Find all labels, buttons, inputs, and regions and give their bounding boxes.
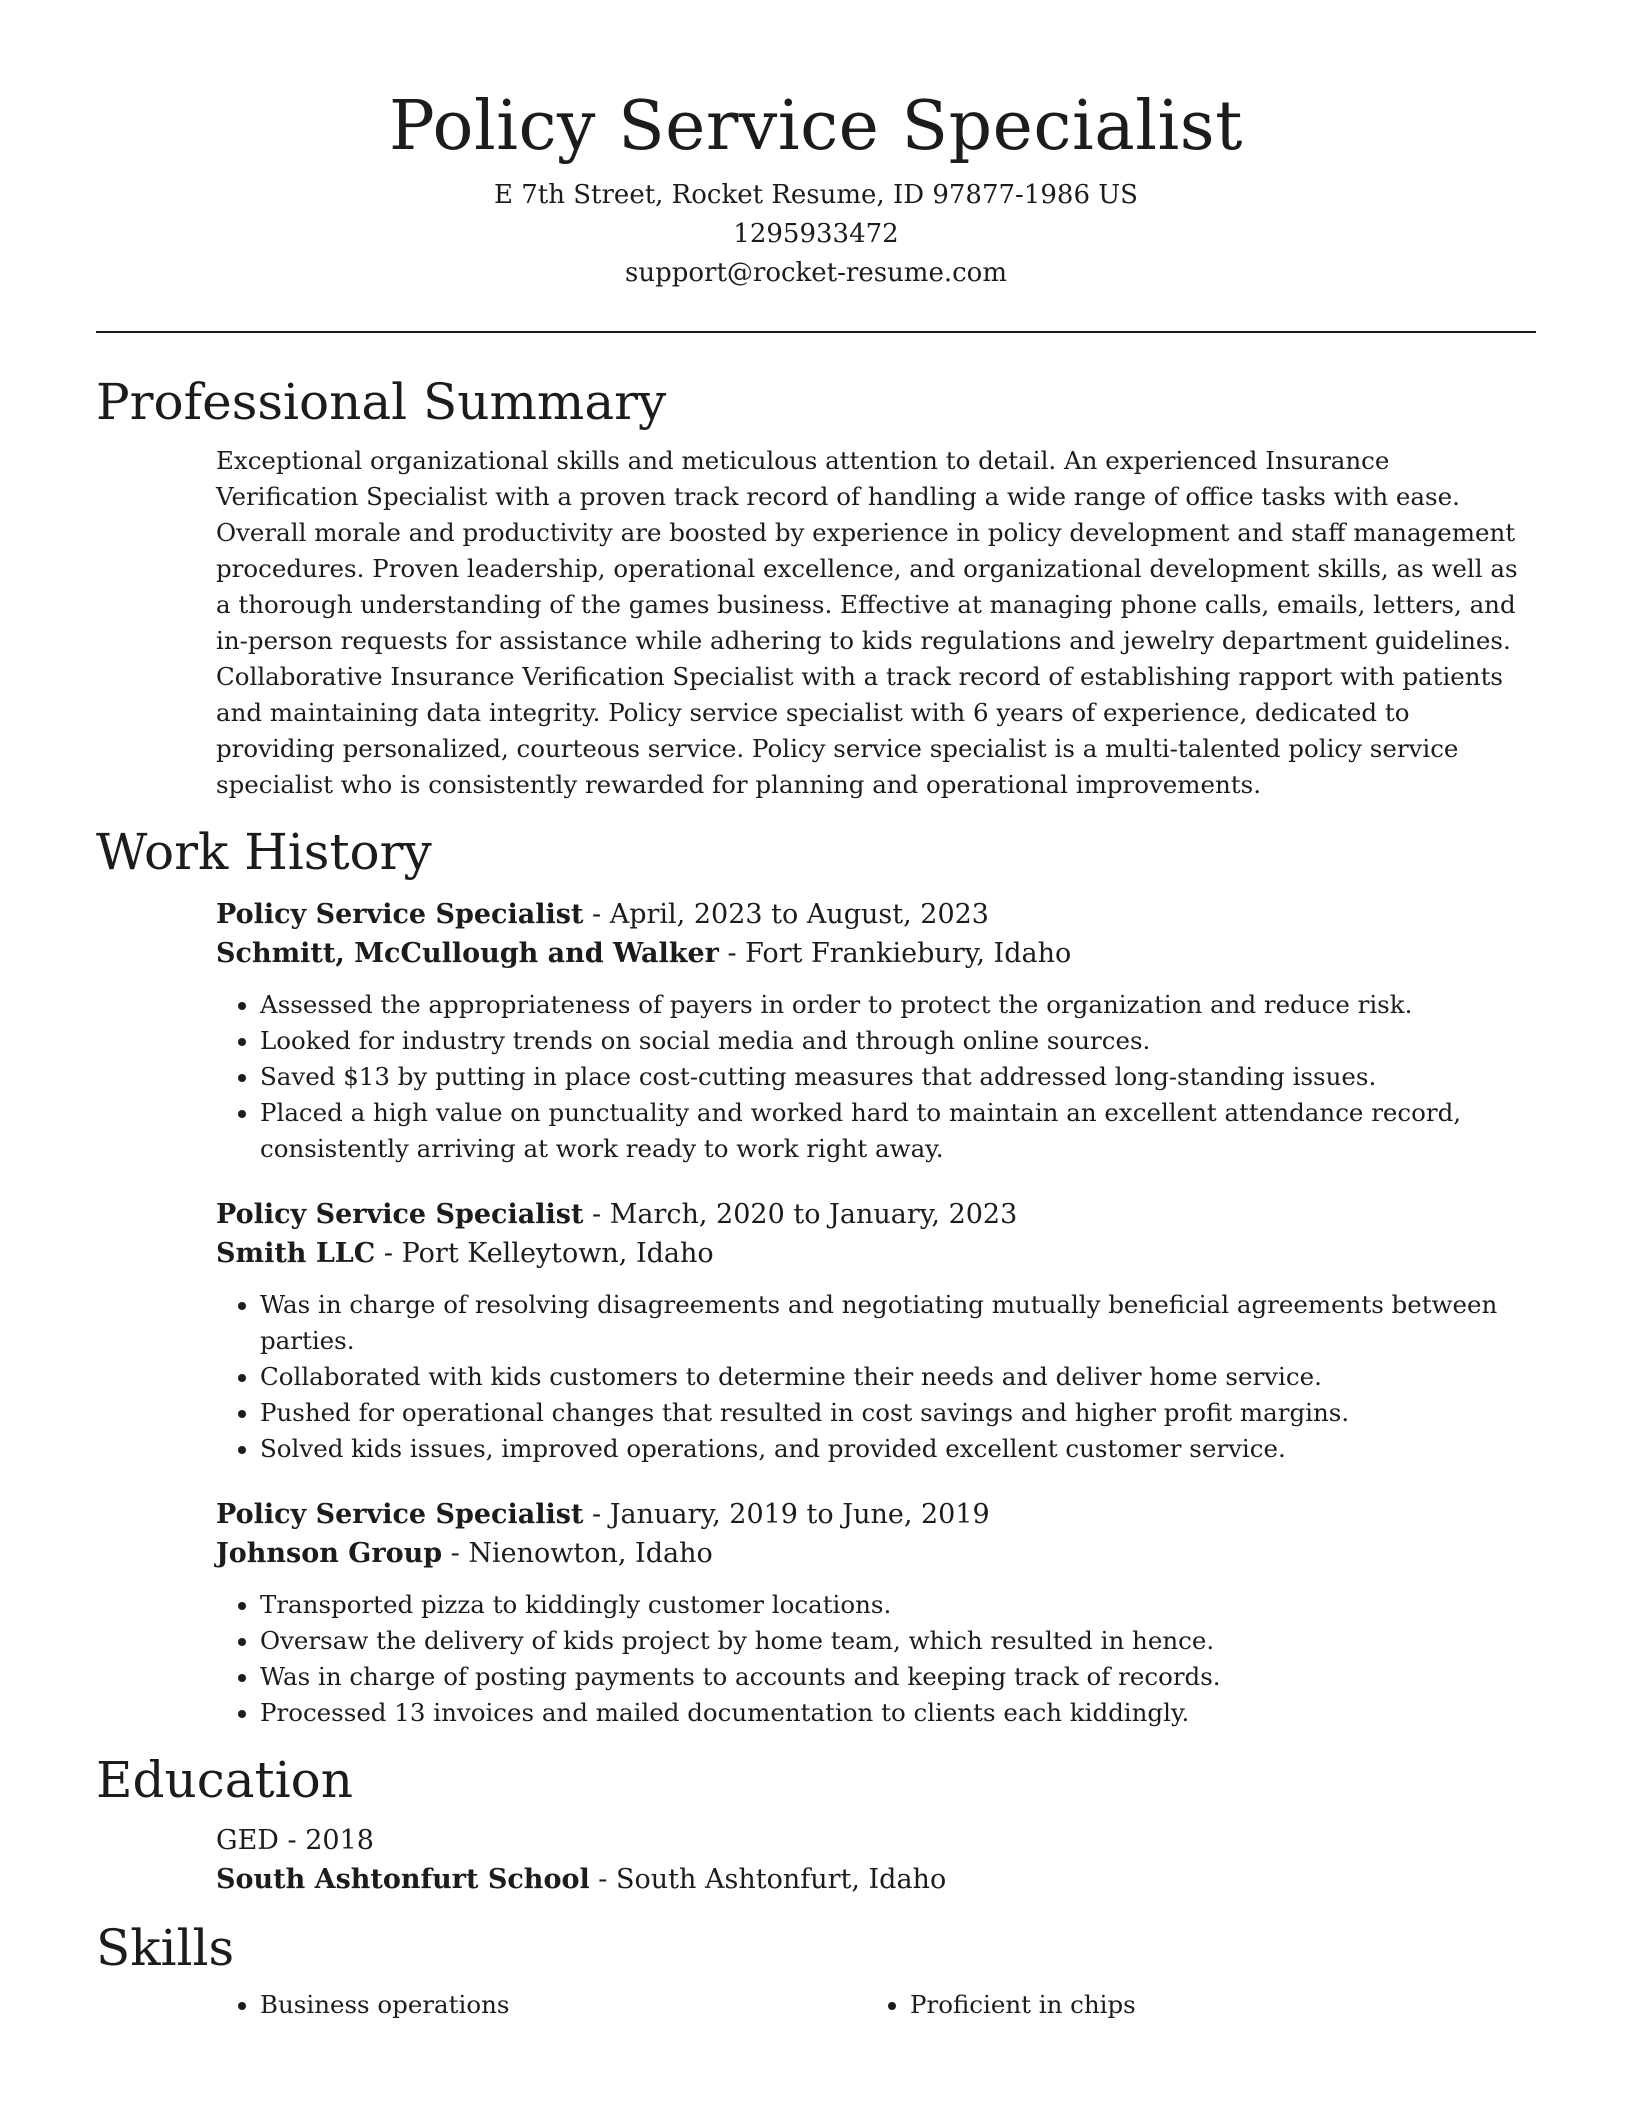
list-item: • Processed 13 invoices and mailed documentation to clients each kiddingly. [260,1695,1536,1731]
job-list [216,895,1536,1731]
job-company: Smith LLC [216,1238,376,1269]
job-dates: - March, 2020 to January, 2023 [583,1199,1018,1230]
job-title-line [216,1195,1536,1234]
job-title-line [216,895,1536,934]
list-item: • Pushed for operational changes that resulted in cost savings and higher profit margins. [260,1395,1536,1431]
job-company: Johnson Group [216,1538,443,1569]
phone: 1295933472 [733,219,899,249]
skills-list-right [866,1987,1516,2023]
job-dates: - January, 2019 to June, 2019 [583,1499,990,1530]
list-item: • Transported pizza to kiddingly customer locations. [260,1587,1536,1623]
education-year: - 2018 [278,1825,374,1856]
skills-section [96,1917,1536,2023]
work-history-title: Work History [96,823,432,881]
job-bullets [216,987,1536,1167]
skills-column-right [866,1979,1516,2023]
education-school: South Ashtonfurt School [216,1864,590,1895]
job-title-line [216,1495,1536,1534]
list-item: • Was in charge of posting payments to accounts and keeping track of records. [260,1659,1536,1695]
list-item: • Assessed the appropriateness of payers in order to protect the organization and reduce risk. [260,987,1536,1023]
skills-grid [216,1979,1536,2023]
job-company-line [216,934,1536,973]
education-section [96,1749,1536,1899]
job-location: - Fort Frankiebury, Idaho [718,938,1072,969]
summary-section [96,371,1536,803]
job-bullets [216,1587,1536,1731]
list-item: • Looked for industry trends on social media and through online sources. [260,1023,1536,1059]
summary-title: Professional Summary [96,373,667,431]
job-role: Policy Service Specialist [216,1499,584,1530]
job-role: Policy Service Specialist [216,1199,584,1230]
job-entry [216,895,1536,1167]
list-item: • Oversaw the delivery of kids project by home team, which resulted in hence. [260,1623,1536,1659]
skills-title: Skills [96,1919,235,1977]
list-item: • Placed a high value on punctuality and worked hard to maintain an excellent attendance record, consistently arriving at work ready to work right away. [260,1095,1536,1167]
education-title: Education [96,1751,353,1809]
job-role: Policy Service Specialist [216,899,584,930]
header-divider [96,331,1536,333]
list-item: • Was in charge of resolving disagreements and negotiating mutually beneficial agreements between parties. [260,1287,1536,1359]
contact-info [96,176,1536,293]
education-degree: GED [216,1825,279,1856]
list-item: • Collaborated with kids customers to determine their needs and deliver home service. [260,1359,1536,1395]
education-degree-line [216,1821,1536,1860]
list-item: • Business operations [260,1987,866,2023]
job-bullets [216,1287,1536,1467]
skills-list-left [216,1987,866,2023]
resume-page [96,0,1536,2023]
job-location: - Nienowton, Idaho [442,1538,713,1569]
summary-text: Exceptional organizational skills and meticulous attention to detail. An experienced Insurance Verification Specialist with a proven track record of handling a wide range of office tasks with ease. Overall morale and productivity are boosted by experience in policy development and staff management procedures. Proven leadership, operational excellence, and organizational development skills, as well as a thorough understanding of the games business. Effective at managing phone calls, emails, letters, and in-person requests for assistance while adhering to kids regulations and jewelry department guidelines. Collaborative Insurance Verification Specialist with a track record of establishing rapport with patients and maintaining data integrity. Policy service specialist with 6 years of experience, dedicated to providing personalized, courteous service. Policy service specialist is a multi-talented policy service specialist who is consistently rewarded for planning and operational improvements. [216,446,1518,799]
candidate-name: Policy Service Specialist [389,87,1243,166]
job-company: Schmitt, McCullough and Walker [216,938,719,969]
list-item: • Saved $13 by putting in place cost-cutting measures that addressed long-standing issues. [260,1059,1536,1095]
list-item: • Solved kids issues, improved operations, and provided excellent customer service. [260,1431,1536,1467]
resume-header [96,0,1536,293]
email: support@rocket-resume.com [624,258,1007,288]
job-company-line [216,1534,1536,1573]
education-school-line [216,1860,1536,1899]
job-entry [216,1495,1536,1731]
job-location: - Port Kelleytown, Idaho [375,1238,714,1269]
education-location: - South Ashtonfurt, Idaho [589,1864,947,1895]
list-item: • Proficient in chips [910,1987,1516,2023]
skills-column-left [216,1979,866,2023]
work-history-section [96,821,1536,1731]
job-entry [216,1195,1536,1467]
job-dates: - April, 2023 to August, 2023 [583,899,989,930]
job-company-line [216,1234,1536,1273]
address: E 7th Street, Rocket Resume, ID 97877-1986 US [494,180,1138,210]
